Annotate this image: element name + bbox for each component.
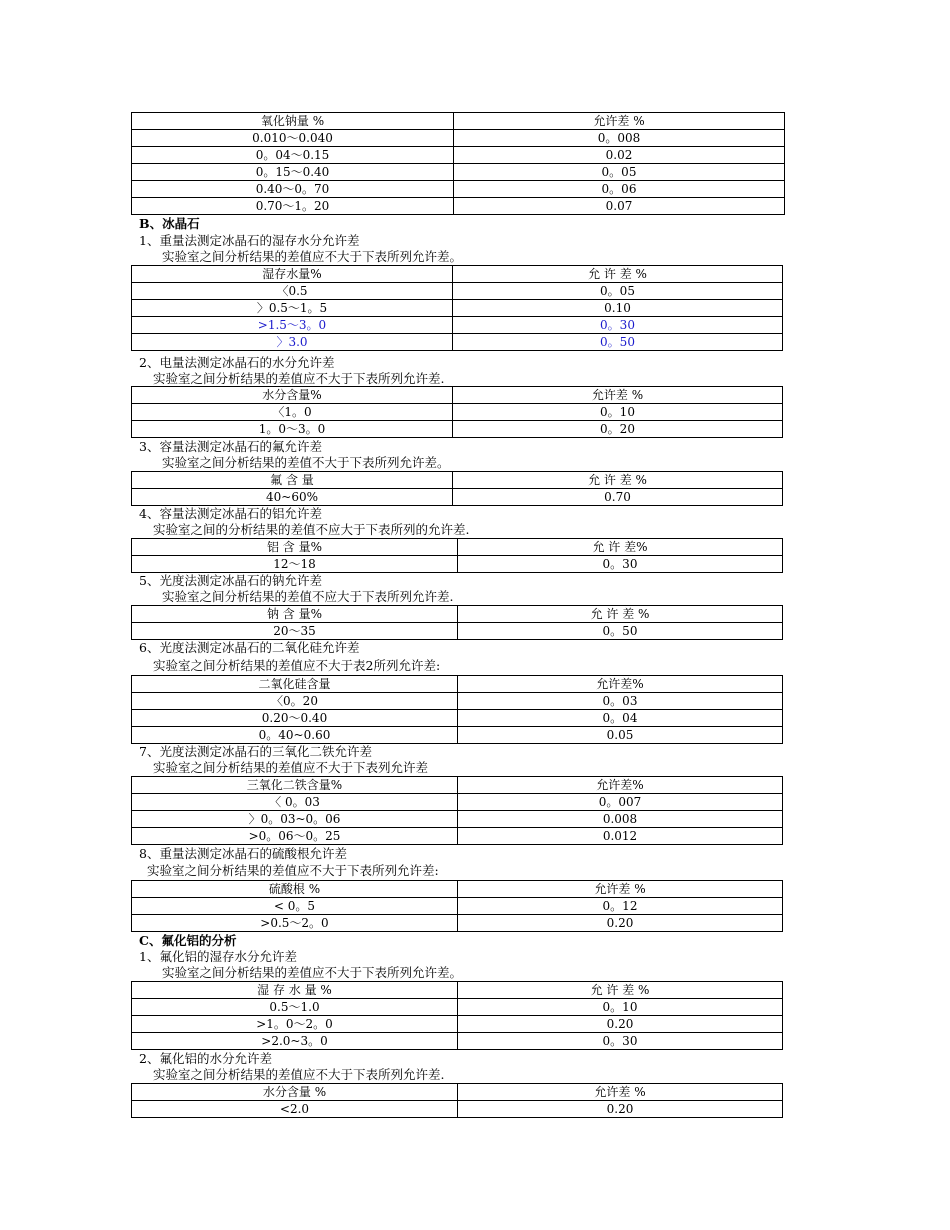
tolerance-cell: 0。50 (453, 334, 783, 351)
content-cell: 氧化钠量 % (132, 113, 454, 130)
content-cell: 0.20～0.40 (132, 710, 458, 727)
tolerance-cell: 0。007 (458, 794, 783, 811)
table-header-row (132, 472, 783, 489)
content-cell: 氟 含 量 (132, 472, 453, 489)
content-cell: <2.0 (132, 1101, 458, 1118)
text-line: 实验室之间分析结果的差值不大于下表所列允许差。 (162, 455, 450, 470)
tolerance-cell: 0.07 (454, 198, 785, 215)
content-cell: 0.70～1。20 (132, 198, 454, 215)
table-row (132, 915, 783, 932)
content-cell: 20～35 (132, 623, 458, 640)
text-line: 5、光度法测定冰晶石的钠允许差 (139, 573, 322, 588)
tolerance-cell: 0。05 (453, 283, 783, 300)
text-line: 8、重量法测定冰晶石的硫酸根允许差 (139, 846, 347, 861)
table-row (132, 489, 783, 506)
content-cell: 1。0～3。0 (132, 421, 453, 438)
tolerance-cell: 允 许 差 % (453, 266, 783, 283)
table-row (132, 623, 783, 640)
table-row (132, 181, 785, 198)
text-line: 实验室之间分析结果的差值应不大于下表所列允许差。 (162, 249, 463, 264)
content-cell: 三氧化二铁含量% (132, 777, 458, 794)
tolerance-cell: 0.05 (458, 727, 783, 744)
content-cell: 〉3.0 (132, 334, 453, 351)
tolerance-table (131, 981, 783, 1050)
tolerance-table (131, 675, 783, 744)
content-cell: >1.5～3。0 (132, 317, 453, 334)
table-header-row (132, 1084, 783, 1101)
text-line: 实验室之间分析结果的差值应不大于下表列允许差 (153, 760, 429, 775)
table-header-row (132, 113, 785, 130)
tolerance-table (131, 776, 783, 845)
tolerance-cell: 0.20 (458, 915, 783, 932)
content-cell: 40~60% (132, 489, 453, 506)
tolerance-table (131, 265, 783, 351)
table-row (132, 1033, 783, 1050)
table-row (132, 164, 785, 181)
content-cell: 二氧化硅含量 (132, 676, 458, 693)
content-cell: 〈0。20 (132, 693, 458, 710)
content-cell: >0.5～2。0 (132, 915, 458, 932)
text-line: 6、光度法测定冰晶石的二氧化硅允许差 (139, 640, 360, 655)
tolerance-cell: 0。10 (458, 999, 783, 1016)
content-cell: 湿存水量% (132, 266, 453, 283)
table-header-row (132, 387, 783, 404)
tolerance-cell: 允 许 差 % (458, 606, 783, 623)
content-cell: 0。04～0.15 (132, 147, 454, 164)
text-line: 1、氟化铝的湿存水分允许差 (139, 949, 297, 964)
table-row (132, 727, 783, 744)
table-header-row (132, 606, 783, 623)
table-header-row (132, 777, 783, 794)
table-row (132, 130, 785, 147)
content-cell: 〉0。03~0。06 (132, 811, 458, 828)
tolerance-table (131, 112, 785, 215)
tolerance-cell: 允许差 % (453, 387, 783, 404)
tolerance-cell: 允许差 % (458, 1084, 783, 1101)
table-row (132, 334, 783, 351)
table-row (132, 556, 783, 573)
table-header-row (132, 676, 783, 693)
table-row (132, 999, 783, 1016)
text-line: 4、容量法测定冰晶石的铝允许差 (139, 506, 322, 521)
content-cell: 〈0.5 (132, 283, 453, 300)
tolerance-cell: 允许差 % (454, 113, 785, 130)
content-cell: 0.010～0.040 (132, 130, 454, 147)
tolerance-table (131, 386, 783, 438)
content-cell: >2.0~3。0 (132, 1033, 458, 1050)
text-line: 实验室之间分析结果的差值应不大于表2所列允许差: (153, 658, 441, 673)
tolerance-cell: 允 许 差 % (453, 472, 783, 489)
tolerance-cell: 0.02 (454, 147, 785, 164)
tolerance-cell: 0.70 (453, 489, 783, 506)
tolerance-cell: 0。30 (458, 556, 783, 573)
text-line: 7、光度法测定冰晶石的三氧化二铁允许差 (139, 744, 372, 759)
table-row (132, 828, 783, 845)
tolerance-cell: 0。05 (454, 164, 785, 181)
text-line: 3、容量法测定冰晶石的氟允许差 (139, 439, 322, 454)
tolerance-cell: 0。50 (458, 623, 783, 640)
content-cell: 〈 0。03 (132, 794, 458, 811)
content-cell: 0.5～1.0 (132, 999, 458, 1016)
content-cell: 硫酸根 % (132, 881, 458, 898)
tolerance-cell: 0。04 (458, 710, 783, 727)
tolerance-table (131, 605, 783, 640)
tolerance-cell: 0.20 (458, 1016, 783, 1033)
tolerance-cell: 0。30 (453, 317, 783, 334)
table-header-row (132, 881, 783, 898)
text-line: 实验室之间分析结果的差值应不大于下表所列允许差。 (162, 965, 463, 980)
tolerance-cell: 0.20 (458, 1101, 783, 1118)
tolerance-cell: 允许差% (458, 676, 783, 693)
table-header-row (132, 266, 783, 283)
tolerance-cell: 0。06 (454, 181, 785, 198)
table-row (132, 300, 783, 317)
content-cell: 0。40~0.60 (132, 727, 458, 744)
tolerance-cell: 0。03 (458, 693, 783, 710)
tolerance-cell: 0。008 (454, 130, 785, 147)
table-row (132, 811, 783, 828)
table-row (132, 147, 785, 164)
table-row (132, 404, 783, 421)
tolerance-cell: 0。30 (458, 1033, 783, 1050)
table-row (132, 794, 783, 811)
text-line: 实验室之间分析结果的差值应不大于下表所列允许差: (147, 863, 439, 878)
content-cell: 〉0.5～1。5 (132, 300, 453, 317)
table-row (132, 710, 783, 727)
tolerance-cell: 允 许 差% (458, 539, 783, 556)
content-cell: 0。15～0.40 (132, 164, 454, 181)
text-line: 1、重量法测定冰晶石的湿存水分允许差 (139, 233, 360, 248)
text-line: 实验室之间分析结果的差值应不大于下表所列允许差. (153, 371, 445, 386)
content-cell: >1。0～2。0 (132, 1016, 458, 1033)
table-row (132, 898, 783, 915)
text-line: 2、氟化铝的水分允许差 (139, 1051, 272, 1066)
tolerance-cell: 0。10 (453, 404, 783, 421)
text-line: 实验室之间分析结果的差值应不大于下表所列允许差. (153, 1067, 445, 1082)
tolerance-table (131, 538, 783, 573)
table-row (132, 421, 783, 438)
table-row (132, 283, 783, 300)
tolerance-cell: 允许差 % (458, 881, 783, 898)
tolerance-cell: 0.008 (458, 811, 783, 828)
content-cell: < 0。5 (132, 898, 458, 915)
text-line: 2、电量法测定冰晶石的水分允许差 (139, 355, 335, 370)
content-cell: 湿 存 水 量 % (132, 982, 458, 999)
table-header-row (132, 982, 783, 999)
content-cell: 水分含量% (132, 387, 453, 404)
tolerance-table (131, 471, 783, 506)
table-row (132, 317, 783, 334)
text-line: 实验室之间的分析结果的差值不应大于下表所列的允许差. (153, 522, 470, 537)
tolerance-cell: 0。12 (458, 898, 783, 915)
content-cell: 铝 含 量% (132, 539, 458, 556)
tolerance-cell: 0.012 (458, 828, 783, 845)
section-heading: C、氟化铝的分析 (139, 933, 237, 948)
table-header-row (132, 539, 783, 556)
content-cell: 12～18 (132, 556, 458, 573)
content-cell: 〈1。0 (132, 404, 453, 421)
content-cell: 水分含量 % (132, 1084, 458, 1101)
table-row (132, 693, 783, 710)
text-line: 实验室之间分析结果的差值不应大于下表所列允许差. (162, 589, 454, 604)
content-cell: 钠 含 量% (132, 606, 458, 623)
tolerance-cell: 0。20 (453, 421, 783, 438)
tolerance-cell: 允 许 差 % (458, 982, 783, 999)
tolerance-cell: 0.10 (453, 300, 783, 317)
tolerance-cell: 允许差% (458, 777, 783, 794)
content-cell: >0。06～0。25 (132, 828, 458, 845)
tolerance-table (131, 880, 783, 932)
content-cell: 0.40～0。70 (132, 181, 454, 198)
section-heading: B、冰晶石 (139, 216, 200, 231)
table-row (132, 1101, 783, 1118)
table-row (132, 198, 785, 215)
tolerance-table (131, 1083, 783, 1118)
table-row (132, 1016, 783, 1033)
